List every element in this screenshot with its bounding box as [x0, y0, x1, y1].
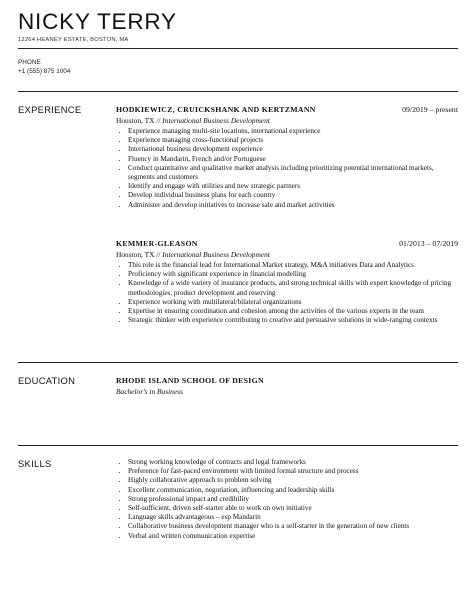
experience-heading: EXPERIENCE: [18, 104, 82, 115]
skill-item: • Strong professional impact and credibility: [128, 495, 458, 504]
job-dates: 01/2013 – 07/2019: [399, 239, 458, 248]
job-role: International Business Development: [162, 250, 270, 259]
bullet-item: • Knowledge of a wide variety of insurance products, and strong technical skills with expert knowledge of pricing methodologies, product development and reserving: [128, 279, 458, 297]
job-bullets: [116, 261, 458, 325]
company-name: KEMMER-GLEASON: [116, 239, 198, 248]
job-location: Houston, TX //: [116, 116, 161, 125]
job-bullets: [116, 127, 458, 210]
skill-item: • Language skills advantageous – esp Mandarin: [128, 513, 458, 522]
bullet-item: • Strategic thinker with experience contributing to creative and persuasive solutions in wide-ranging contexts: [128, 316, 458, 325]
bullet-item: • Experience managing multi-site locations, international experience: [128, 127, 458, 136]
skill-item: • Collaborative business development manager who is a self-starter in the generation of new clients: [128, 522, 458, 531]
bullet-item: • Experience working with multilateral/bilateral organizations: [128, 298, 458, 307]
header-divider: [18, 48, 458, 49]
bullet-item: • International business development experience: [128, 145, 458, 154]
education-heading: EDUCATION: [18, 375, 76, 386]
company-name: HODKIEWICZ, CRUICKSHANK AND KERTZMANN: [116, 105, 316, 114]
skills-heading: SKILLS: [18, 458, 52, 469]
bullet-item: • Identify and engage with utilities and new strategic partners: [128, 182, 458, 191]
job-subtitle: [116, 250, 458, 260]
job-entry-1: [116, 105, 458, 210]
bullet-item: • Fluency in Mandarin, French and/or Portuguese: [128, 155, 458, 164]
bullet-item: • Proficiency with significant experience in financial modelling: [128, 270, 458, 279]
education-divider: [18, 362, 458, 363]
address: 12264 HEANEY ESTATE, BOSTON, MA: [18, 37, 129, 43]
skill-item: • Preference for fast-paced environment with limited formal structure and process: [128, 467, 458, 476]
school-name: RHODE ISLAND SCHOOL OF DESIGN: [116, 376, 264, 385]
bullet-item: • Develop individual business plans for each country: [128, 191, 458, 200]
skill-item: • Self-sufficient, driven self-starter able to work on own initiative: [128, 504, 458, 513]
skills-bullets: [116, 458, 458, 541]
bullet-item: • Administer and develop initiatives to increase sale and market activities: [128, 201, 458, 210]
job-entry-2: [116, 239, 458, 325]
skills-list: [116, 458, 458, 541]
bullet-item: • Conduct quantitative and qualitative market analysis including prioritizing potential international markets, segments and customers: [128, 164, 458, 182]
bullet-item: • Experience managing cross-functional projects: [128, 136, 458, 145]
job-dates: 09/2019 – present: [402, 105, 458, 114]
education-entry: [116, 376, 458, 397]
bullet-item: • Expertise in ensuring coordination and cohesion among the activities of the various experts in the team: [128, 307, 458, 316]
skill-item: • Highly collaborative approach to problem solving: [128, 476, 458, 485]
skills-divider: [18, 445, 458, 446]
phone-label: PHONE: [18, 59, 41, 66]
job-subtitle: [116, 116, 458, 126]
phone-number: +1 (555) 875 1004: [18, 68, 71, 75]
skill-item: • Strong working knowledge of contracts and legal frameworks: [128, 458, 458, 467]
skill-item: • Verbal and written communication expertise: [128, 532, 458, 541]
experience-divider: [18, 91, 458, 92]
job-role: International Business Development: [162, 116, 270, 125]
bullet-item: • This role is the financial lead for International Market strategy, M&A initiatives Data and Analytics: [128, 261, 458, 270]
job-location: Houston, TX //: [116, 250, 161, 259]
candidate-name: NICKY TERRY: [18, 9, 177, 34]
skill-item: • Excellent communication, negotiation, influencing and leadership skills: [128, 486, 458, 495]
degree: Bachelor's in Business: [116, 387, 183, 396]
